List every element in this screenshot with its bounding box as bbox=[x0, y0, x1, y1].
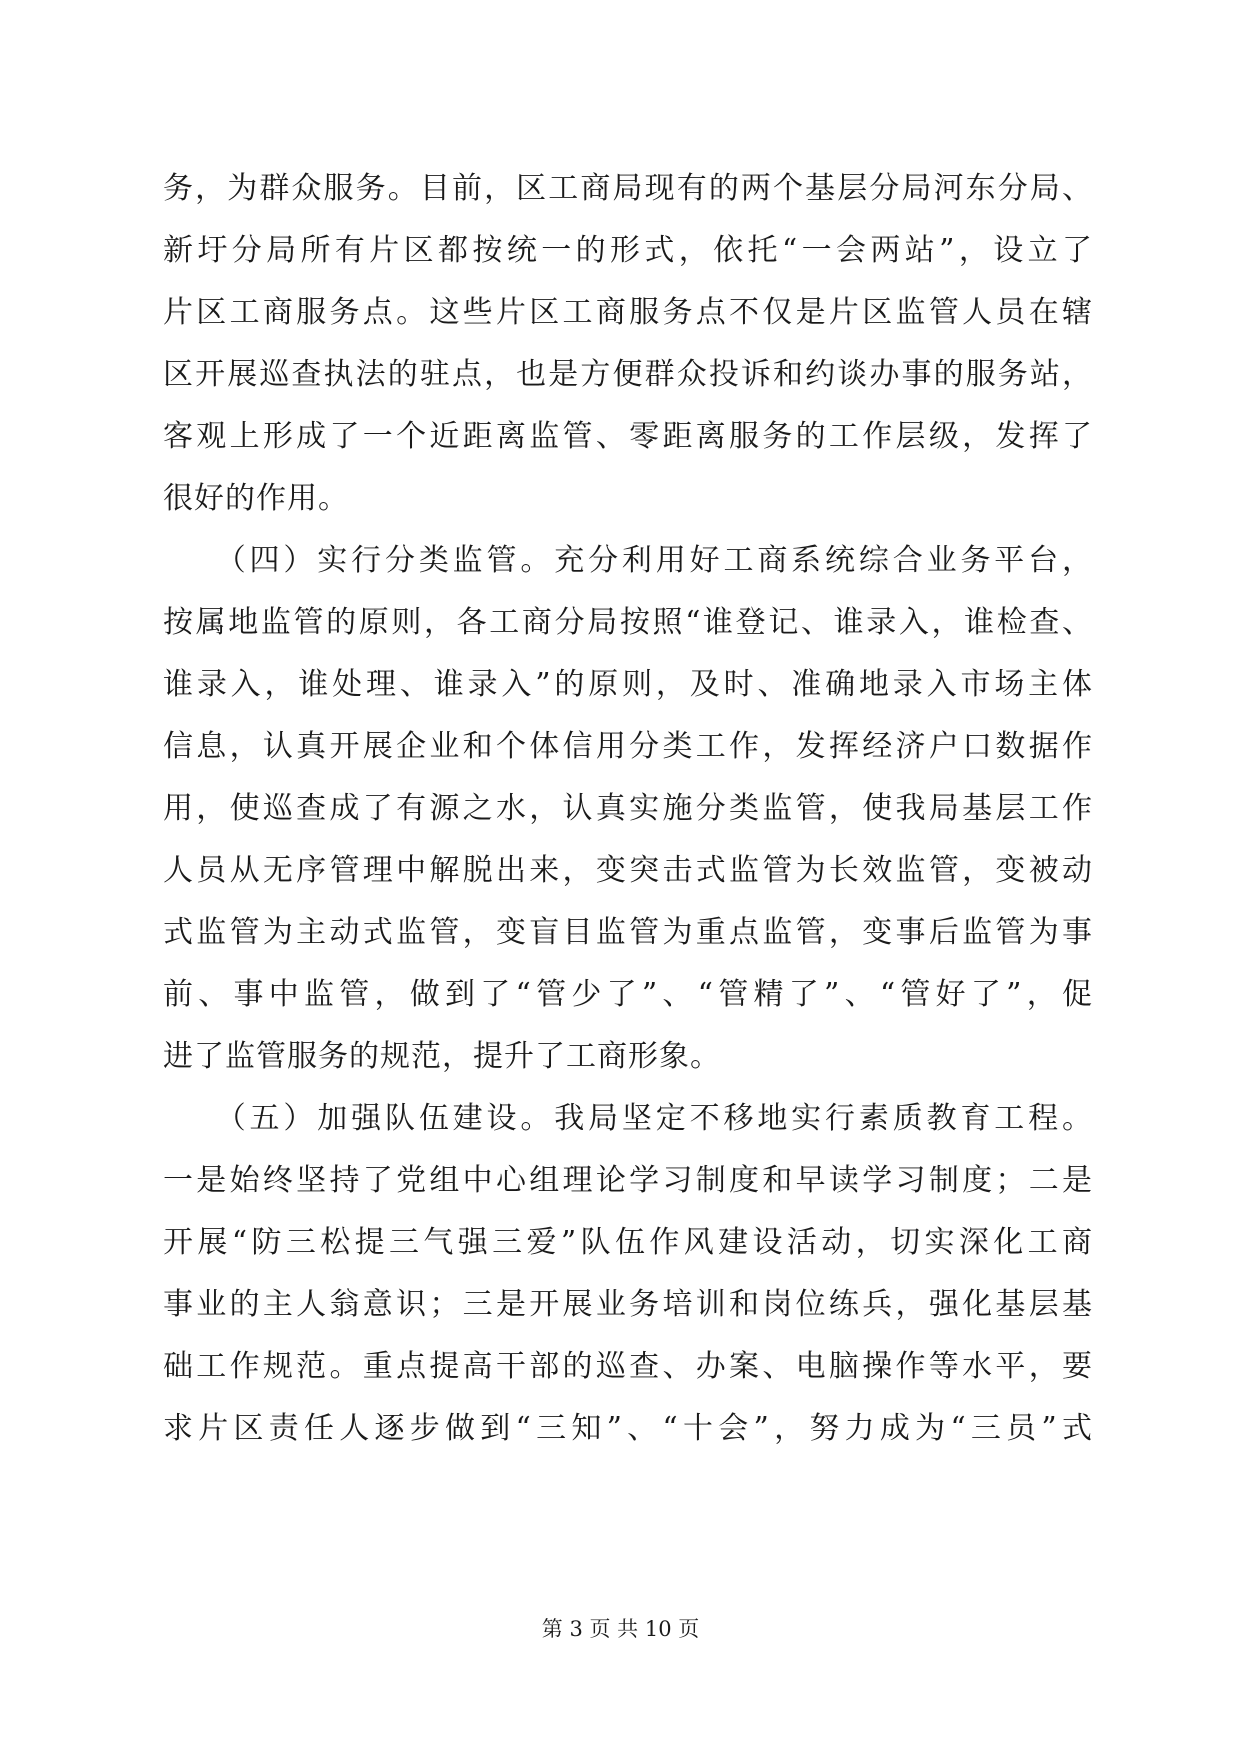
text-line: 础工作规范。重点提高干部的巡查、办案、电脑操作等水平，要 bbox=[163, 1349, 1093, 1384]
text-line: 务，为群众服务。目前，区工商局现有的两个基层分局河东分局、 bbox=[163, 171, 1093, 206]
text-line: 按属地监管的原则，各工商分局按照“谁登记、谁录入，谁检查、 bbox=[163, 605, 1093, 640]
text-line: （五）加强队伍建设。我局坚定不移地实行素质教育工程。 bbox=[163, 1101, 1093, 1136]
page-footer bbox=[0, 1614, 1241, 1644]
text-line: 片区工商服务点。这些片区工商服务点不仅是片区监管人员在辖 bbox=[163, 295, 1093, 330]
text-line: 客观上形成了一个近距离监管、零距离服务的工作层级，发挥了 bbox=[163, 419, 1093, 454]
text-line: 式监管为主动式监管，变盲目监管为重点监管，变事后监管为事 bbox=[163, 915, 1093, 950]
text-line: 新圩分局所有片区都按统一的形式，依托“一会两站”，设立了 bbox=[163, 233, 1093, 268]
text-line: 人员从无序管理中解脱出来，变突击式监管为长效监管，变被动 bbox=[163, 853, 1093, 888]
text-line: 前、事中监管，做到了“管少了”、“管精了”、“管好了”，促 bbox=[163, 977, 1093, 1012]
text-line: 很好的作用。 bbox=[163, 481, 349, 516]
text-line: （四）实行分类监管。充分利用好工商系统综合业务平台， bbox=[163, 543, 1093, 578]
text-line: 区开展巡查执法的驻点，也是方便群众投诉和约谈办事的服务站， bbox=[163, 357, 1093, 392]
text-line: 信息，认真开展企业和个体信用分类工作，发挥经济户口数据作 bbox=[163, 729, 1093, 764]
text-line: 开展“防三松提三气强三爱”队伍作风建设活动，切实深化工商 bbox=[163, 1225, 1093, 1260]
text-line: 一是始终坚持了党组中心组理论学习制度和早读学习制度；二是 bbox=[163, 1163, 1093, 1198]
page-number: 第 3 页 共 10 页 bbox=[541, 1617, 700, 1641]
text-line: 进了监管服务的规范，提升了工商形象。 bbox=[163, 1039, 721, 1074]
text-line: 事业的主人翁意识；三是开展业务培训和岗位练兵，强化基层基 bbox=[163, 1287, 1093, 1322]
text-line: 谁录入，谁处理、谁录入”的原则，及时、准确地录入市场主体 bbox=[163, 667, 1093, 702]
text-line: 求片区责任人逐步做到“三知”、“十会”，努力成为“三员”式 bbox=[163, 1411, 1093, 1446]
document-body bbox=[163, 158, 1093, 1460]
text-line: 用，使巡查成了有源之水，认真实施分类监管，使我局基层工作 bbox=[163, 791, 1093, 826]
